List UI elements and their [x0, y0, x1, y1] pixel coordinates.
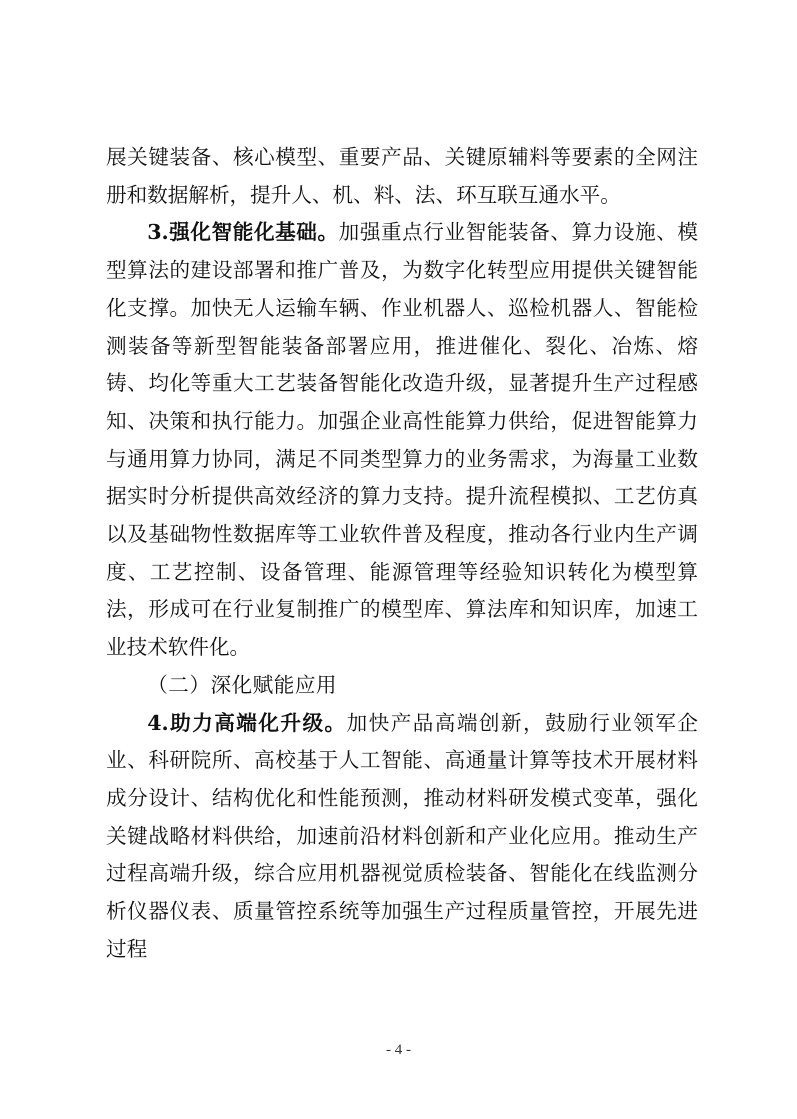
paragraph-4: [106, 705, 698, 969]
paragraph-3: [106, 214, 698, 666]
paragraph-bold-lead: 4.助力高端化升级。: [147, 710, 347, 735]
paragraph-continuation: [106, 139, 698, 214]
page-number: - 4 -: [386, 1042, 411, 1058]
paragraph-text: 展关键装备、核心模型、重要产品、关键原辅料等要素的全网注册和数据解析，提升人、机、料、法、环互联互通水平。: [106, 145, 698, 207]
section-heading: （二）深化赋能应用: [147, 672, 338, 697]
paragraph-text: 加强重点行业智能装备、算力设施、模型算法的建设部署和推广普及，为数字化转型应用提供关键智能化支撑。加快无人运输车辆、作业机器人、巡检机器人、智能检测装备等新型智能装备部署应用，推进催化、裂化、冶炼、熔铸、均化等重大工艺装备智能化改造升级，显著提升生产过程感知、决策和执行能力。加强企业高性能算力供给，促进智能算力与通用算力协同，满足不同类型算力的业务需求，为海量工业数据实时分析提供高效经济的算力支持。提升流程模拟、工艺仿真以及基础物性数据库等工业软件普及程度，推动各行业内生产调度、工艺控制、设备管理、能源管理等经验知识转化为模型算法，形成可在行业复制推广的模型库、算法库和知识库，加速工业技术软件化。: [106, 220, 699, 660]
paragraph-bold-lead: 3.强化智能化基础。: [147, 220, 339, 245]
document-body: [106, 139, 698, 968]
paragraph-text: 加快产品高端创新，鼓励行业领军企业、科研院所、高校基于人工智能、高通量计算等技术开展材料成分设计、结构优化和性能预测，推动材料研发模式变革，强化关键战略材料供给，加速前沿材料创新和产业化应用。推动生产过程高端升级，综合应用机器视觉质检装备、智能化在线监测分析仪器仪表、质量管控系统等加强生产过程质量管控，开展先进过程: [106, 710, 699, 961]
